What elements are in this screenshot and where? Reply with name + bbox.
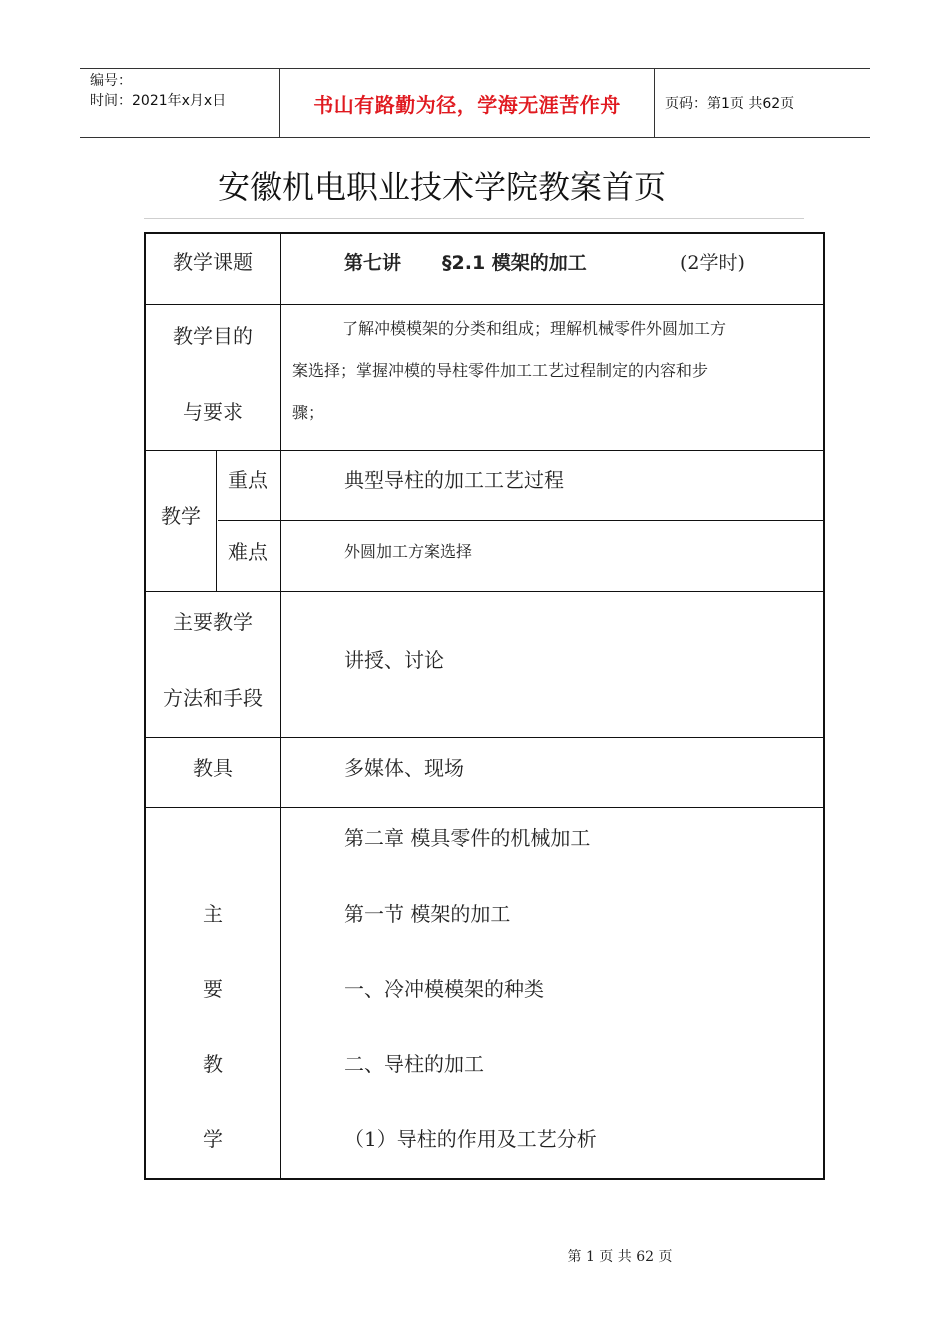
tools-label: 教具 <box>193 756 233 780</box>
header-page-info: 页码：第1页 共62页 <box>665 96 795 112</box>
difficulty-label: 难点 <box>228 540 268 564</box>
time-label: 时间：2021年x月x日 <box>90 93 227 109</box>
title-divider <box>144 218 804 219</box>
column-divider <box>280 234 281 1180</box>
tools-value: 多媒体、现场 <box>344 756 464 780</box>
content-line: 第一节 模架的加工 <box>344 902 511 926</box>
topic-hours: (2学时) <box>680 252 745 274</box>
page-title: 安徽机电职业技术学院教案首页 <box>217 168 666 206</box>
method-label-1: 主要教学 <box>173 610 253 634</box>
page-footer: 第 1 页 共 62 页 <box>567 1249 673 1265</box>
number-label: 编号： <box>90 73 132 89</box>
content-line: 二、导柱的加工 <box>344 1052 484 1076</box>
content-label-char: 主 <box>203 902 223 926</box>
row-divider <box>146 304 823 305</box>
teach-label: 教学 <box>161 504 201 528</box>
document-header <box>80 68 870 138</box>
key-label: 重点 <box>228 468 268 492</box>
topic-label: 教学课题 <box>173 250 253 274</box>
lesson-plan-table <box>144 232 825 1180</box>
row-divider <box>218 520 823 521</box>
method-value: 讲授、讨论 <box>344 648 444 672</box>
goal-label-1: 教学目的 <box>173 324 253 348</box>
goal-line-2: 案选择；掌握冲模的导柱零件加工工艺过程制定的内容和步 <box>292 361 709 380</box>
header-motto: 书山有路勤为径，学海无涯苦作舟 <box>280 69 655 137</box>
topic-section: §2.1 模架的加工 <box>442 252 587 274</box>
content-line: 第二章 模具零件的机械加工 <box>344 826 591 850</box>
content-line: （1）导柱的作用及工艺分析 <box>344 1127 597 1151</box>
goal-line-1: 了解冲模模架的分类和组成；理解机械零件外圆加工方 <box>342 319 727 338</box>
row-divider <box>146 737 823 738</box>
content-label-char: 学 <box>203 1127 223 1151</box>
row-divider <box>146 450 823 451</box>
header-meta <box>80 69 280 137</box>
difficulty-value: 外圆加工方案选择 <box>344 542 473 561</box>
key-value: 典型导柱的加工工艺过程 <box>344 468 564 492</box>
content-label-char: 教 <box>203 1052 223 1076</box>
row-divider <box>146 591 823 592</box>
goal-line-3: 骤； <box>292 403 325 422</box>
goal-label-2: 与要求 <box>183 400 243 424</box>
content-label-char: 要 <box>203 977 223 1001</box>
row-divider <box>146 807 823 808</box>
method-label-2: 方法和手段 <box>163 686 263 710</box>
content-line: 一、冷冲模模架的种类 <box>344 977 544 1001</box>
topic-lecture: 第七讲 <box>344 252 402 274</box>
